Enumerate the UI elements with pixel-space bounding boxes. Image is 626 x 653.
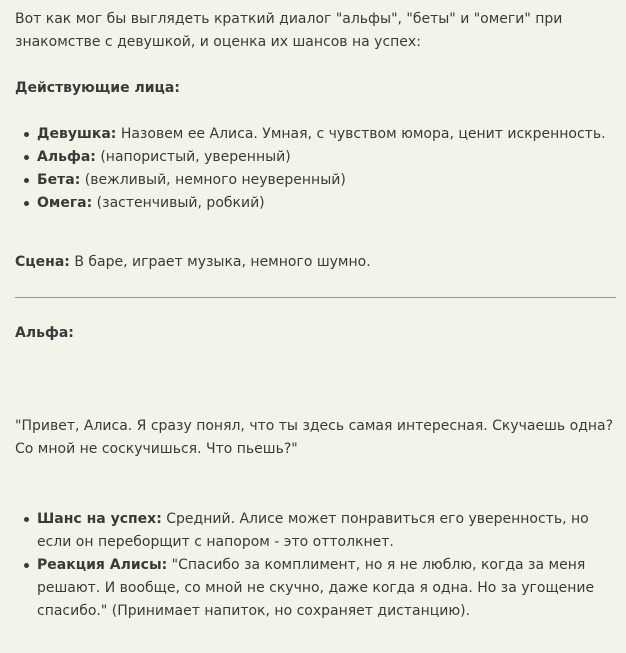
persons-heading: Действующие лица: [15, 80, 180, 96]
person-name: Альфа: [37, 149, 96, 165]
outcome-text: Средний. Алисе может понравиться его уверенность, но если он переборщит с напором - это оттолкнет. [37, 511, 589, 550]
person-name: Омега: [37, 195, 93, 211]
person-description: (застенчивый, робкий) [96, 195, 265, 211]
scene-label: Сцена: [15, 254, 70, 270]
scene-text: В баре, играет музыка, немного шумно. [74, 254, 371, 270]
alpha-quote: "Привет, Алиса. Я сразу понял, что ты здесь самая интересная. Скучаешь одна? Со мной не соскучишься. Что пьешь?" [15, 418, 614, 457]
persons-list [15, 123, 616, 215]
person-description: (напористый, уверенный) [100, 149, 291, 165]
alpha-outcome-list [15, 508, 616, 623]
scene-paragraph [15, 251, 616, 274]
list-item [37, 146, 616, 169]
intro-paragraph: Вот как мог бы выглядеть краткий диалог "альфы", "беты" и "омеги" при знакомстве с девушкой, и оценка их шансов на успех: [15, 11, 563, 50]
outcome-label: Шанс на успех: [37, 511, 162, 527]
list-item [37, 169, 616, 192]
list-item [37, 508, 616, 554]
outcome-label: Реакция Алисы: [37, 557, 168, 573]
section-divider [15, 297, 616, 298]
list-item [37, 192, 616, 215]
person-name: Девушка: [37, 126, 117, 142]
person-description: Назовем ее Алиса. Умная, с чувством юмора, ценит искренность. [120, 126, 606, 142]
alpha-heading: Альфа: [15, 325, 74, 341]
list-item [37, 123, 616, 146]
person-description: (вежливый, немного неуверенный) [84, 172, 346, 188]
person-name: Бета: [37, 172, 81, 188]
list-item [37, 554, 616, 623]
outcome-text: "Спасибо за комплимент, но я не люблю, когда за меня решают. И вообще, со мной не скучно, даже когда я одна. Но за угощение спасибо." (Принимает напиток, но сохраняет дистанцию). [37, 557, 595, 619]
